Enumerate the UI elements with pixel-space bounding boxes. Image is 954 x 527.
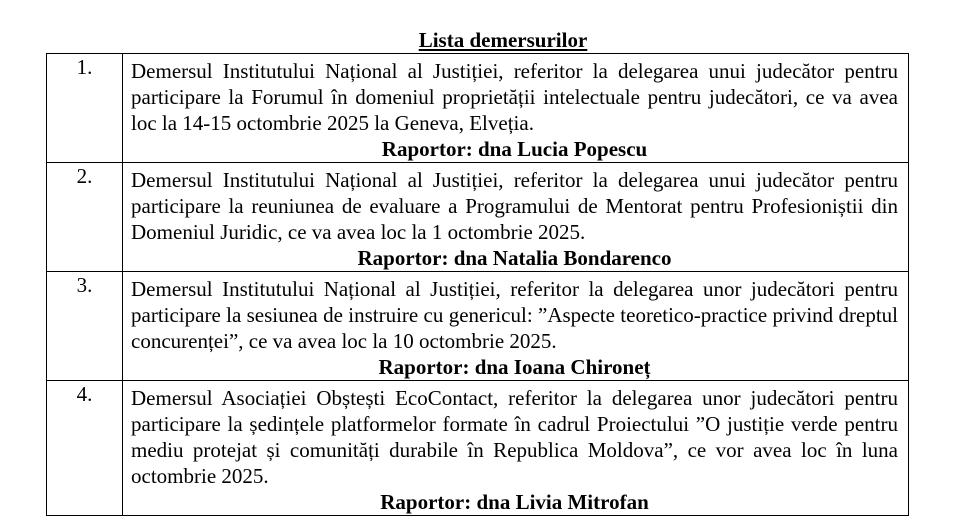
item-text: Demersul Institutului Național al Justiției, referitor la delegarea unui judecător pentru participare la reuniunea de evaluare a Programului de Mentorat pentru Profesioniștii din Domeniul Juridic, ce va avea loc la 1 octombrie 2025.	[131, 168, 898, 244]
document-title: Lista demersurilor	[418, 28, 588, 52]
item-cell	[123, 54, 909, 163]
item-reporter: Raportor: dna Natalia Bondarenco	[357, 246, 672, 270]
item-number: 3.	[47, 272, 123, 381]
item-cell	[123, 381, 909, 516]
item-number: 4.	[47, 381, 123, 516]
item-reporter: Raportor: dna Lucia Popescu	[381, 137, 648, 161]
table-row	[47, 163, 909, 272]
item-number: 1.	[47, 54, 123, 163]
item-text: Demersul Asociației Obștești EcoContact, referitor la delegarea unor judecători pentru participare la ședințele platformelor formate în cadrul Proiectului ”O justiție verde pentru mediu protejat și comunități durabile în Republica Moldova”, ce vor avea loc în luna octombrie 2025.	[131, 386, 898, 488]
item-text: Demersul Institutului Național al Justiției, referitor la delegarea unui judecător pentru participare la Forumul în domeniul proprietății intelectuale pentru judecători, ce va avea loc la 14-15 octombrie 2025 la Geneva, Elveția.	[131, 59, 898, 135]
item-text: Demersul Institutului Național al Justiției, referitor la delegarea unor judecători pentru participare la sesiunea de instruire cu genericul: ”Aspecte teoretico-practice privind dreptul concurenței”, ce va avea loc la 10 octombrie 2025.	[131, 277, 898, 353]
requests-table	[46, 53, 909, 516]
table-row	[47, 272, 909, 381]
item-cell	[123, 272, 909, 381]
item-reporter: Raportor: dna Livia Mitrofan	[380, 490, 649, 514]
item-cell	[123, 163, 909, 272]
table-row	[47, 54, 909, 163]
item-number: 2.	[47, 163, 123, 272]
item-reporter: Raportor: dna Ioana Chironeț	[378, 355, 651, 379]
table-row	[47, 381, 909, 516]
